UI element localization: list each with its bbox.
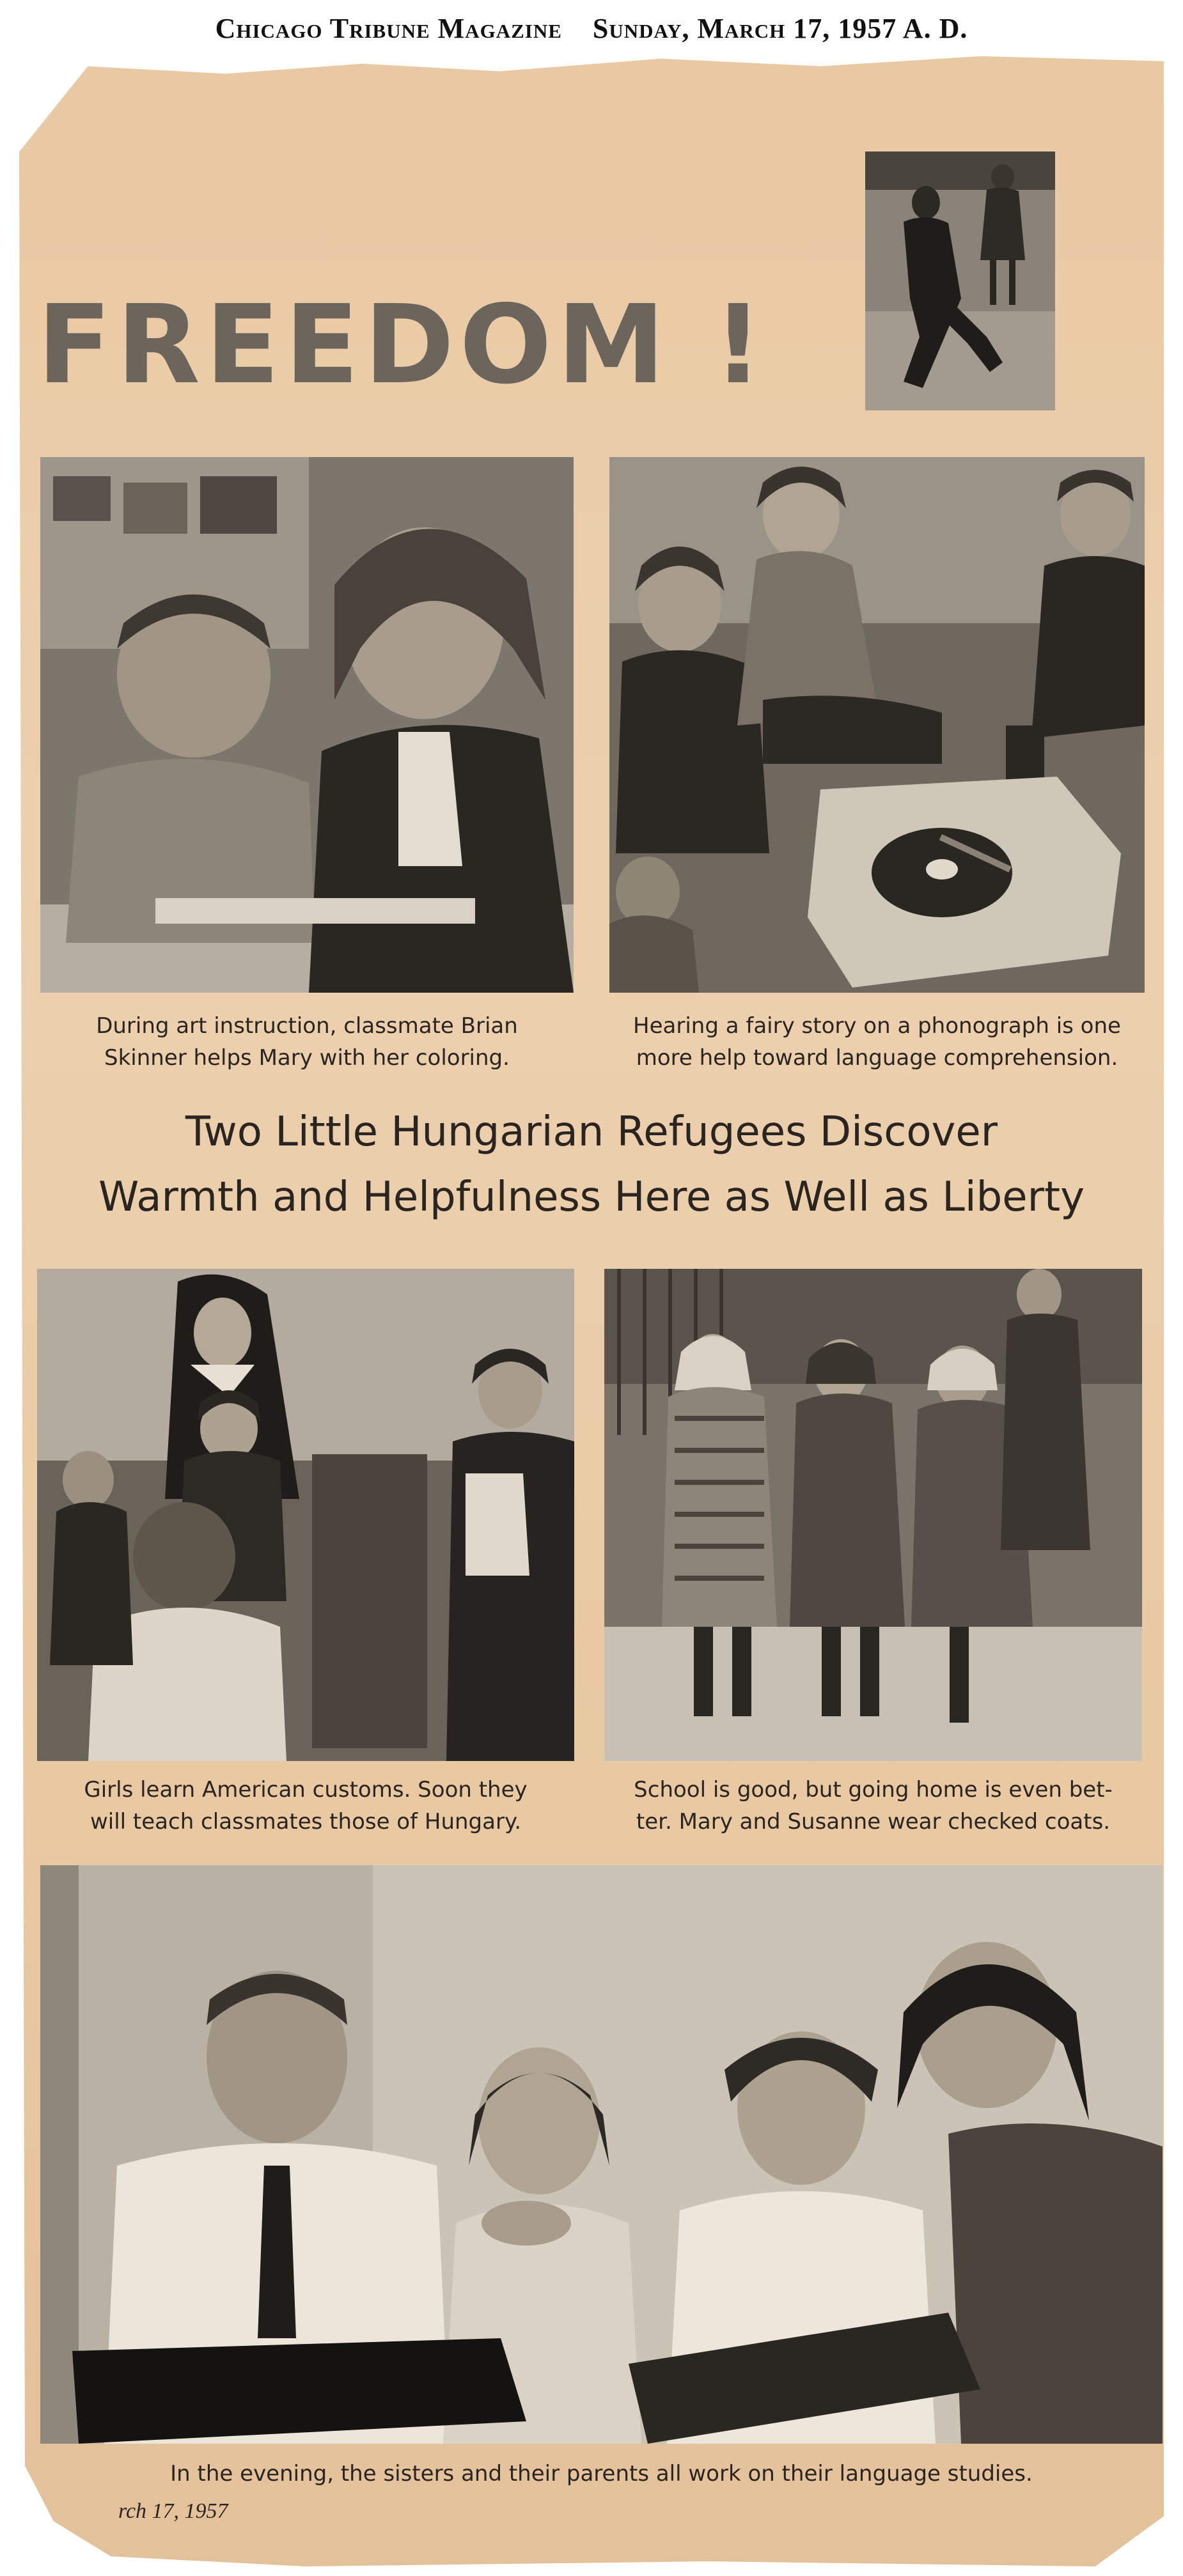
article-headline xyxy=(0,1099,1183,1230)
family-evening-photo xyxy=(40,1865,1163,2444)
caption-line: School is good, but going home is even bet- xyxy=(634,1777,1113,1803)
art-instruction-caption xyxy=(40,1010,574,1074)
caption-line: ter. Mary and Susanne wear checked coats. xyxy=(636,1809,1111,1835)
headline-line: Two Little Hungarian Refugees Discover xyxy=(185,1108,998,1156)
american-customs-caption xyxy=(37,1774,574,1838)
caption-line: In the evening, the sisters and their parents all work on their language studies. xyxy=(170,2461,1033,2487)
caption-line: Hearing a fairy story on a phonograph is one xyxy=(633,1013,1121,1039)
caption-line: more help toward language comprehension. xyxy=(636,1045,1118,1071)
torn-date-footer: rch 17, 1957 xyxy=(118,2499,228,2523)
caption-line: During art instruction, classmate Brian xyxy=(96,1013,518,1039)
american-customs-photo xyxy=(37,1269,574,1761)
family-evening-caption xyxy=(40,2458,1163,2490)
caption-line: will teach classmates those of Hungary. xyxy=(90,1809,522,1835)
going-home-photo xyxy=(604,1269,1142,1761)
going-home-caption xyxy=(604,1774,1142,1838)
phonograph-caption xyxy=(609,1010,1145,1074)
publication-date: Sunday, March 17, 1957 A. D. xyxy=(592,13,968,44)
headline-line: Warmth and Helpfulness Here as Well as Liberty xyxy=(98,1174,1085,1221)
phonograph-photo xyxy=(609,457,1145,993)
caption-line: Skinner helps Mary with her coloring. xyxy=(104,1045,510,1071)
kicker-title: FREEDOM ! xyxy=(37,282,768,408)
caption-line: Girls learn American customs. Soon they xyxy=(84,1777,528,1803)
publication-name: Chicago Tribune Magazine xyxy=(215,13,562,44)
jumping-child-photo xyxy=(865,151,1055,410)
masthead xyxy=(0,0,1183,58)
art-instruction-photo xyxy=(40,457,574,993)
